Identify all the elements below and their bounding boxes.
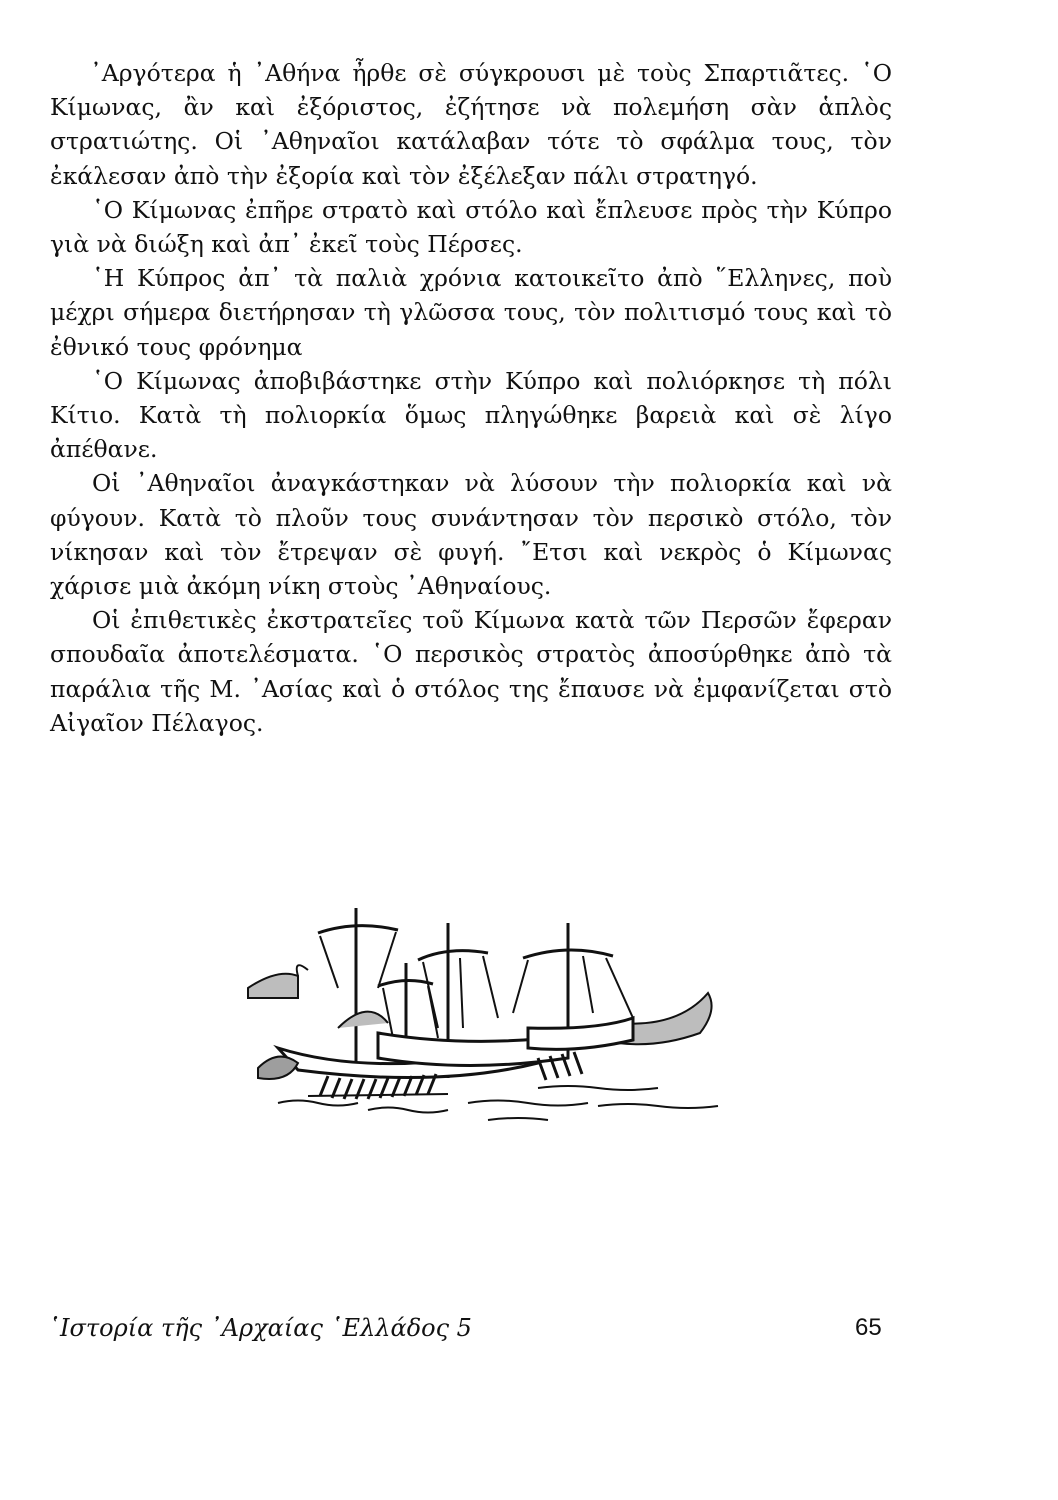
- paragraph-2: ῾Ο Κίμωνας ἐπῆρε στρατὸ καὶ στόλο καὶ ἔπλευσε πρὸς τὴν Κύπρο γιὰ νὰ διώξη καὶ ἀπ᾿ ἐκεῖ τοὺς Πέρσες.: [50, 195, 892, 259]
- page-number: 65: [855, 1314, 882, 1341]
- paragraph-3: ῾Η Κύπρος ἀπ᾿ τὰ παλιὰ χρόνια κατοικεῖτο ἀπὸ ῞Ελληνες, ποὺ μέχρι σήμερα διετήρησαν τὴ γλῶσσα τους, τὸν πολιτισμό τους καὶ τὸ ἐθνικό τους φρόνημα: [50, 264, 892, 361]
- galleys-icon: [238, 898, 728, 1138]
- body-text: [50, 56, 892, 740]
- book-title-footer: ῾Ιστορία τῆς ᾿Αρχαίας ῾Ελλάδος 5: [48, 1314, 472, 1342]
- paragraph-4: ῾Ο Κίμωνας ἀποβιβάστηκε στὴν Κύπρο καὶ πολιόρκησε τὴ πόλι Κίτιο. Κατὰ τὴ πολιορκία ὅμως πληγώθηκε βαρειὰ καὶ σὲ λίγο ἀπέθανε.: [50, 366, 892, 464]
- paragraph-6: Οἱ ἐπιθετικὲς ἐκστρατεῖες τοῦ Κίμωνα κατὰ τῶν Περσῶν ἔφεραν σπουδαῖα ἀποτελέσματα. ῾Ο περσικὸς στρατὸς ἀποσύρθηκε ἀπὸ τὰ παράλια τῆς Μ. ᾿Ασίας καὶ ὁ στόλος της ἔπαυσε νὰ ἐμφανίζεται στὸ Αἰγαῖον Πέλαγος.: [50, 606, 892, 737]
- paragraph-5: Οἱ ᾿Αθηναῖοι ἀναγκάστηκαν νὰ λύσουν τὴν πολιορκία καὶ νὰ φύγουν. Κατὰ τὸ πλοῦν τους συνάντησαν τὸν περσικὸ στόλο, τὸν νίκησαν καὶ τὸν ἔτρεψαν σὲ φυγή. ῎Ετσι καὶ νεκρὸς ὁ Κίμωνας χάρισε μιὰ ἀκόμη νίκη στοὺς ᾿Αθηναίους.: [50, 469, 892, 601]
- paragraph-1: ᾿Αργότερα ἡ ᾿Αθήνα ἦρθε σὲ σύγκρουσι μὲ τοὺς Σπαρτιᾶτες. ῾Ο Κίμωνας, ἂν καὶ ἐξόριστος, ἐζήτησε νὰ πολεμήση σὰν ἁπλὸς στρατιώτης. Οἱ ᾿Αθηναῖοι κατάλαβαν τότε τὸ σφάλμα τους, τὸν ἐκάλεσαν ἀπὸ τὴν ἐξορία καὶ τὸν ἐξέλεξαν πάλι στρατηγό.: [50, 59, 892, 190]
